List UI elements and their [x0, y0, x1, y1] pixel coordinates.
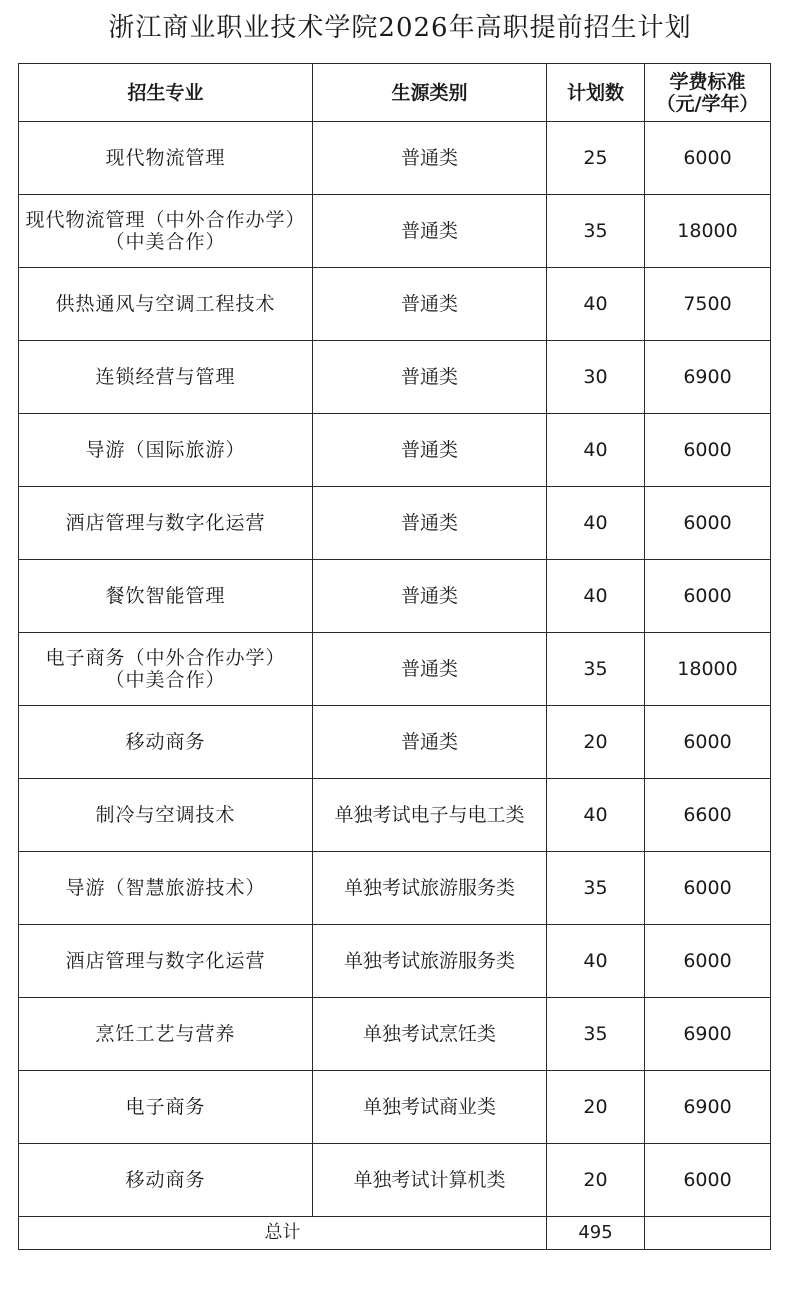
cell-major-line1: 导游（国际旅游） [85, 439, 246, 461]
cell-plan: 25 [547, 122, 645, 195]
header-fee-line2: （元/学年） [656, 92, 759, 115]
cell-major [19, 633, 313, 706]
cell-fee: 6900 [645, 998, 771, 1071]
cell-fee: 6900 [645, 341, 771, 414]
cell-source: 单独考试商业类 [313, 1071, 547, 1144]
cell-fee: 18000 [645, 195, 771, 268]
cell-plan: 40 [547, 268, 645, 341]
table-row [19, 1071, 771, 1144]
cell-major-line1: 供热通风与空调工程技术 [55, 293, 276, 315]
header-fee-line1: 学费标准 [669, 70, 746, 93]
cell-source: 普通类 [313, 633, 547, 706]
table-row [19, 414, 771, 487]
cell-major-line1: 电子商务 [125, 1096, 206, 1118]
cell-fee: 6000 [645, 487, 771, 560]
cell-fee: 6000 [645, 925, 771, 998]
cell-major-line2: （中美合作） [105, 669, 226, 691]
cell-major-line1: 现代物流管理 [105, 147, 226, 169]
cell-source: 普通类 [313, 268, 547, 341]
cell-major-line1: 移动商务 [125, 1169, 206, 1191]
cell-plan: 20 [547, 706, 645, 779]
table-row [19, 341, 771, 414]
table-row [19, 998, 771, 1071]
cell-source: 单独考试旅游服务类 [313, 925, 547, 998]
cell-major [19, 487, 313, 560]
table-row [19, 633, 771, 706]
cell-source: 单独考试旅游服务类 [313, 852, 547, 925]
cell-plan: 40 [547, 487, 645, 560]
cell-plan: 20 [547, 1144, 645, 1217]
cell-major [19, 122, 313, 195]
cell-source: 普通类 [313, 560, 547, 633]
table-body [19, 122, 771, 1217]
cell-source: 单独考试电子与电工类 [313, 779, 547, 852]
cell-source: 普通类 [313, 122, 547, 195]
cell-major-line2: （中美合作） [105, 231, 226, 253]
table-row [19, 487, 771, 560]
cell-major-line1: 电子商务（中外合作办学） [45, 647, 286, 669]
cell-source: 普通类 [313, 487, 547, 560]
cell-major [19, 1071, 313, 1144]
cell-plan: 30 [547, 341, 645, 414]
table-row [19, 122, 771, 195]
enrollment-plan-table [18, 63, 771, 1250]
total-plan: 495 [547, 1217, 645, 1250]
cell-fee: 6600 [645, 779, 771, 852]
total-label: 总计 [19, 1217, 547, 1250]
cell-fee: 6000 [645, 414, 771, 487]
cell-major-line1: 制冷与空调技术 [95, 804, 236, 826]
cell-major [19, 925, 313, 998]
cell-plan: 35 [547, 633, 645, 706]
table-row [19, 268, 771, 341]
cell-fee: 7500 [645, 268, 771, 341]
cell-plan: 35 [547, 998, 645, 1071]
cell-plan: 40 [547, 560, 645, 633]
cell-major-line1: 移动商务 [125, 731, 206, 753]
cell-fee: 18000 [645, 633, 771, 706]
header-fee [645, 64, 771, 122]
cell-major-line1: 连锁经营与管理 [95, 366, 236, 388]
cell-source: 普通类 [313, 414, 547, 487]
cell-source: 单独考试计算机类 [313, 1144, 547, 1217]
cell-major-line1: 烹饪工艺与营养 [95, 1023, 236, 1045]
cell-major [19, 268, 313, 341]
table-row [19, 560, 771, 633]
cell-major [19, 560, 313, 633]
cell-fee: 6000 [645, 852, 771, 925]
cell-fee: 6000 [645, 1144, 771, 1217]
cell-plan: 20 [547, 1071, 645, 1144]
cell-major [19, 1144, 313, 1217]
table-row [19, 852, 771, 925]
cell-major-line1: 酒店管理与数字化运营 [65, 512, 266, 534]
table-row [19, 195, 771, 268]
cell-source: 普通类 [313, 706, 547, 779]
cell-plan: 40 [547, 779, 645, 852]
cell-major [19, 852, 313, 925]
cell-fee: 6900 [645, 1071, 771, 1144]
header-plan: 计划数 [547, 64, 645, 122]
cell-source: 普通类 [313, 195, 547, 268]
table-row [19, 706, 771, 779]
cell-source: 单独考试烹饪类 [313, 998, 547, 1071]
cell-major [19, 998, 313, 1071]
cell-source: 普通类 [313, 341, 547, 414]
table-row [19, 779, 771, 852]
cell-plan: 35 [547, 852, 645, 925]
page-title: 浙江商业职业技术学院2026年高职提前招生计划 [108, 13, 692, 43]
cell-plan: 40 [547, 925, 645, 998]
cell-major-line1: 导游（智慧旅游技术） [65, 877, 266, 899]
cell-major [19, 341, 313, 414]
cell-fee: 6000 [645, 706, 771, 779]
cell-major [19, 414, 313, 487]
total-fee [645, 1217, 771, 1250]
cell-fee: 6000 [645, 122, 771, 195]
total-row [19, 1217, 771, 1250]
table-row [19, 1144, 771, 1217]
cell-major [19, 779, 313, 852]
table-row [19, 925, 771, 998]
cell-plan: 35 [547, 195, 645, 268]
header-source: 生源类别 [313, 64, 547, 122]
table-header-row [19, 64, 771, 122]
cell-major [19, 706, 313, 779]
header-major: 招生专业 [19, 64, 313, 122]
cell-major-line1: 现代物流管理（中外合作办学） [25, 209, 306, 231]
cell-fee: 6000 [645, 560, 771, 633]
cell-major-line1: 酒店管理与数字化运营 [65, 950, 266, 972]
cell-major [19, 195, 313, 268]
cell-major-line1: 餐饮智能管理 [105, 585, 226, 607]
cell-plan: 40 [547, 414, 645, 487]
